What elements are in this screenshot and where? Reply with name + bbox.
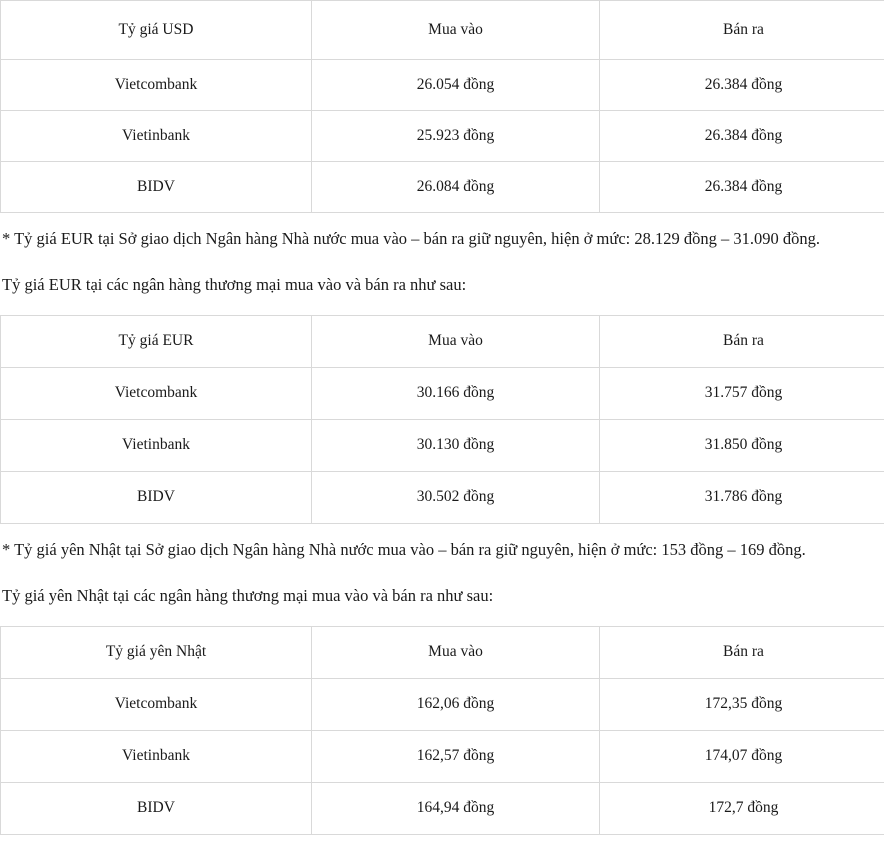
table-cell-bank: Vietinbank bbox=[1, 111, 312, 162]
table-cell-buy: 162,57 đồng bbox=[312, 730, 600, 782]
table-cell-buy: 164,94 đồng bbox=[312, 782, 600, 834]
table-cell-buy: 25.923 đồng bbox=[312, 111, 600, 162]
table-header-cell: Mua vào bbox=[312, 1, 600, 60]
table-header-cell: Tỷ giá USD bbox=[1, 1, 312, 60]
table-cell-sell: 31.850 đồng bbox=[600, 419, 884, 471]
table-cell-sell: 31.786 đồng bbox=[600, 471, 884, 523]
table-row bbox=[1, 471, 884, 523]
table-header-cell: Tỷ giá EUR bbox=[1, 315, 312, 367]
table-cell-bank: Vietcombank bbox=[1, 60, 312, 111]
table-cell-sell: 172,7 đồng bbox=[600, 782, 884, 834]
table-header-row bbox=[1, 1, 884, 60]
table-cell-sell: 26.384 đồng bbox=[600, 60, 884, 111]
table-cell-buy: 30.130 đồng bbox=[312, 419, 600, 471]
table-row bbox=[1, 730, 884, 782]
table-cell-buy: 26.054 đồng bbox=[312, 60, 600, 111]
table-header-row bbox=[1, 315, 884, 367]
table-cell-bank: Vietcombank bbox=[1, 678, 312, 730]
table-row bbox=[1, 111, 884, 162]
table-cell-sell: 26.384 đồng bbox=[600, 162, 884, 213]
jpy-rate-table bbox=[0, 626, 884, 835]
table-header-cell: Bán ra bbox=[600, 626, 884, 678]
jpy-central-bank-note: * Tỷ giá yên Nhật tại Sở giao dịch Ngân hàng Nhà nước mua vào – bán ra giữ nguyên, hiện ở mức: 153 đồng – 169 đồng. bbox=[2, 539, 806, 559]
eur-intro-paragraph: Tỷ giá EUR tại các ngân hàng thương mại mua vào và bán ra như sau: bbox=[2, 274, 467, 294]
usd-rate-table bbox=[0, 0, 884, 213]
table-cell-buy: 30.166 đồng bbox=[312, 367, 600, 419]
jpy-intro-paragraph: Tỷ giá yên Nhật tại các ngân hàng thương mại mua vào và bán ra như sau: bbox=[2, 585, 494, 605]
table-cell-sell: 174,07 đồng bbox=[600, 730, 884, 782]
table-cell-bank: Vietinbank bbox=[1, 730, 312, 782]
table-header-cell: Bán ra bbox=[600, 1, 884, 60]
table-row bbox=[1, 367, 884, 419]
table-cell-bank: Vietcombank bbox=[1, 367, 312, 419]
table-cell-buy: 162,06 đồng bbox=[312, 678, 600, 730]
table-cell-sell: 31.757 đồng bbox=[600, 367, 884, 419]
table-header-cell: Mua vào bbox=[312, 315, 600, 367]
table-cell-sell: 26.384 đồng bbox=[600, 111, 884, 162]
table-cell-buy: 26.084 đồng bbox=[312, 162, 600, 213]
table-header-row bbox=[1, 626, 884, 678]
eur-central-bank-note: * Tỷ giá EUR tại Sở giao dịch Ngân hàng Nhà nước mua vào – bán ra giữ nguyên, hiện ở mức: 28.129 đồng – 31.090 đồng. bbox=[2, 229, 820, 248]
table-header-cell: Mua vào bbox=[312, 626, 600, 678]
table-row bbox=[1, 60, 884, 111]
table-row bbox=[1, 162, 884, 213]
table-header-cell: Bán ra bbox=[600, 315, 884, 367]
table-cell-bank: BIDV bbox=[1, 782, 312, 834]
table-cell-sell: 172,35 đồng bbox=[600, 678, 884, 730]
table-cell-bank: BIDV bbox=[1, 471, 312, 523]
table-row bbox=[1, 782, 884, 834]
table-header-cell: Tỷ giá yên Nhật bbox=[1, 626, 312, 678]
table-cell-bank: BIDV bbox=[1, 162, 312, 213]
eur-rate-table bbox=[0, 315, 884, 524]
table-cell-buy: 30.502 đồng bbox=[312, 471, 600, 523]
table-row bbox=[1, 419, 884, 471]
table-cell-bank: Vietinbank bbox=[1, 419, 312, 471]
table-row bbox=[1, 678, 884, 730]
